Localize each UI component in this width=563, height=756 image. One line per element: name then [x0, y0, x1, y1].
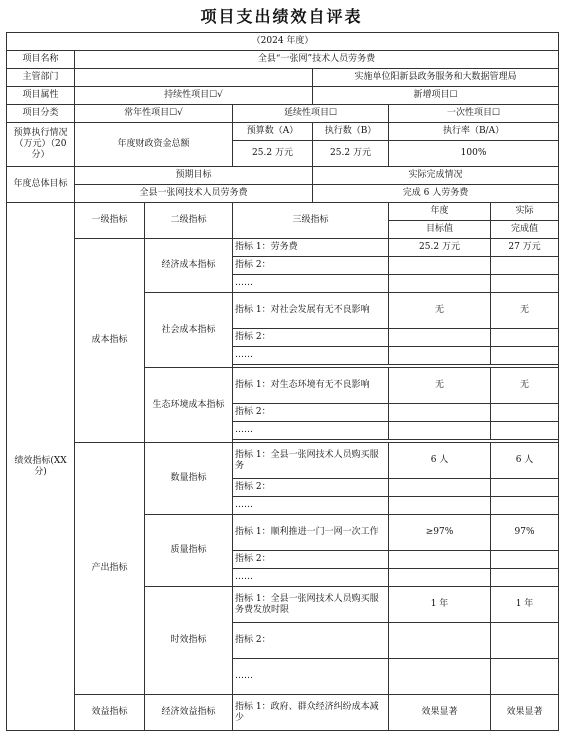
- econ-benefit-metric: 经济效益指标: [145, 695, 233, 731]
- indicator-cell: 指标 2：: [233, 404, 389, 422]
- attr-continuing: 持续性项目☐√: [75, 87, 313, 105]
- actual-value: [491, 329, 559, 347]
- target-header-a: 年度: [389, 203, 491, 221]
- dept-value: [75, 69, 313, 87]
- actual-result: 完成 6 人劳务费: [313, 185, 559, 203]
- quality-metric: 质量指标: [145, 515, 233, 587]
- indicator-cell: 指标 1：政府、群众经济纠纷成本减少: [233, 695, 389, 731]
- actual-value: [491, 659, 559, 695]
- social-cost-metric: 社会成本指标: [145, 293, 233, 368]
- rate-header: 执行率（B/A）: [389, 123, 559, 141]
- actual-value: [491, 275, 559, 293]
- actual-value: [491, 569, 559, 587]
- actual-value: 无: [491, 368, 559, 404]
- year-cell: （2024 年度）: [7, 33, 559, 51]
- target-value: [389, 275, 491, 293]
- category-regular: 常年性项目☐√: [75, 105, 233, 123]
- actual-value: [491, 623, 559, 659]
- indicator-cell: 指标 1：对生态环境有无不良影响: [233, 368, 389, 404]
- exec-value: 25.2 万元: [313, 141, 389, 167]
- target-value: 无: [389, 293, 491, 329]
- project-name-label: 项目名称: [7, 51, 75, 69]
- exec-header: 执行数（B）: [313, 123, 389, 141]
- budget-header: 预算数（A）: [233, 123, 313, 141]
- budget-value: 25.2 万元: [233, 141, 313, 167]
- output-metric: 产出指标: [75, 443, 145, 695]
- category-onetime: 一次性项目☐: [389, 105, 559, 123]
- indicator-cell: 指标 1：全县一张网技术人员购买服务费发放时限: [233, 587, 389, 623]
- benefit-metric: 效益指标: [75, 695, 145, 731]
- category-extended: 延续性项目☐: [233, 105, 389, 123]
- level3-header: 三级指标: [233, 203, 389, 239]
- indicator-cell: 指标 1：全县一张网技术人员购买服务: [233, 443, 389, 479]
- target-value: 25.2 万元: [389, 239, 491, 257]
- attr-label: 项目属性: [7, 87, 75, 105]
- target-value: [389, 551, 491, 569]
- level1-header: 一级指标: [75, 203, 145, 239]
- actual-value: [491, 257, 559, 275]
- actual-value: [491, 347, 559, 365]
- actual-value: [491, 497, 559, 515]
- target-value: [389, 623, 491, 659]
- indicator-cell: ……: [233, 659, 389, 695]
- indicator-cell: ……: [233, 275, 389, 293]
- goal-label: 年度总体目标: [7, 167, 75, 203]
- cost-metric: 成本指标: [75, 239, 145, 443]
- target-value: 无: [389, 368, 491, 404]
- target-value: [389, 257, 491, 275]
- level2-header: 二级指标: [145, 203, 233, 239]
- actual-result-header: 实际完成情况: [313, 167, 559, 185]
- indicator-cell: 指标 1：顺利推进一门一网一次工作: [233, 515, 389, 551]
- actual-value: [491, 551, 559, 569]
- indicator-cell: ……: [233, 497, 389, 515]
- indicator-cell: 指标 1：劳务费: [233, 239, 389, 257]
- indicator-cell: ……: [233, 569, 389, 587]
- timeliness-metric: 时效指标: [145, 587, 233, 695]
- target-value: 1 年: [389, 587, 491, 623]
- metrics-section-label: 绩效指标(XX 分): [7, 203, 75, 731]
- actual-value: 无: [491, 293, 559, 329]
- impl-unit: 实施单位阳新县政务服务和大数据管理局: [313, 69, 559, 87]
- indicator-cell: 指标 1：对社会发展有无不良影响: [233, 293, 389, 329]
- econ-cost-metric: 经济成本指标: [145, 239, 233, 293]
- expected-goal-header: 预期目标: [75, 167, 313, 185]
- target-value: 效果显著: [389, 695, 491, 731]
- indicator-cell: 指标 2：: [233, 551, 389, 569]
- indicator-cell: 指标 2：: [233, 257, 389, 275]
- target-value: [389, 569, 491, 587]
- target-value: [389, 497, 491, 515]
- target-value: [389, 404, 491, 422]
- target-value: [389, 479, 491, 497]
- attr-new: 新增项目☐: [313, 87, 559, 105]
- actual-header-a: 实际: [491, 203, 559, 221]
- indicator-cell: 指标 2：: [233, 479, 389, 497]
- actual-value: 1 年: [491, 587, 559, 623]
- actual-value: 97%: [491, 515, 559, 551]
- budget-label: 预算执行情况（万元）（20 分）: [7, 123, 75, 167]
- dept-label: 主管部门: [7, 69, 75, 87]
- actual-header-b: 完成值: [491, 221, 559, 239]
- actual-value: [491, 422, 559, 440]
- target-value: [389, 659, 491, 695]
- target-value: [389, 422, 491, 440]
- self-evaluation-table: [6, 32, 559, 731]
- actual-value: [491, 479, 559, 497]
- fund-total-label: 年度财政资金总额: [75, 123, 233, 167]
- actual-value: [491, 404, 559, 422]
- target-value: 6 人: [389, 443, 491, 479]
- eco-cost-metric: 生态环境成本指标: [145, 368, 233, 443]
- actual-value: 27 万元: [491, 239, 559, 257]
- target-value: [389, 329, 491, 347]
- indicator-cell: ……: [233, 347, 389, 365]
- target-value: [389, 347, 491, 365]
- actual-value: 效果显著: [491, 695, 559, 731]
- target-value: ≥97%: [389, 515, 491, 551]
- quantity-metric: 数量指标: [145, 443, 233, 515]
- expected-goal: 全县一张网技术人员劳务费: [75, 185, 313, 203]
- indicator-cell: 指标 2：: [233, 623, 389, 659]
- rate-value: 100%: [389, 141, 559, 167]
- indicator-cell: 指标 2：: [233, 329, 389, 347]
- target-header-b: 目标值: [389, 221, 491, 239]
- project-name-value: 全县“一张网”技术人员劳务费: [75, 51, 559, 69]
- category-label: 项目分类: [7, 105, 75, 123]
- actual-value: 6 人: [491, 443, 559, 479]
- indicator-cell: ……: [233, 422, 389, 440]
- form-title: 项目支出绩效自评表: [200, 7, 363, 26]
